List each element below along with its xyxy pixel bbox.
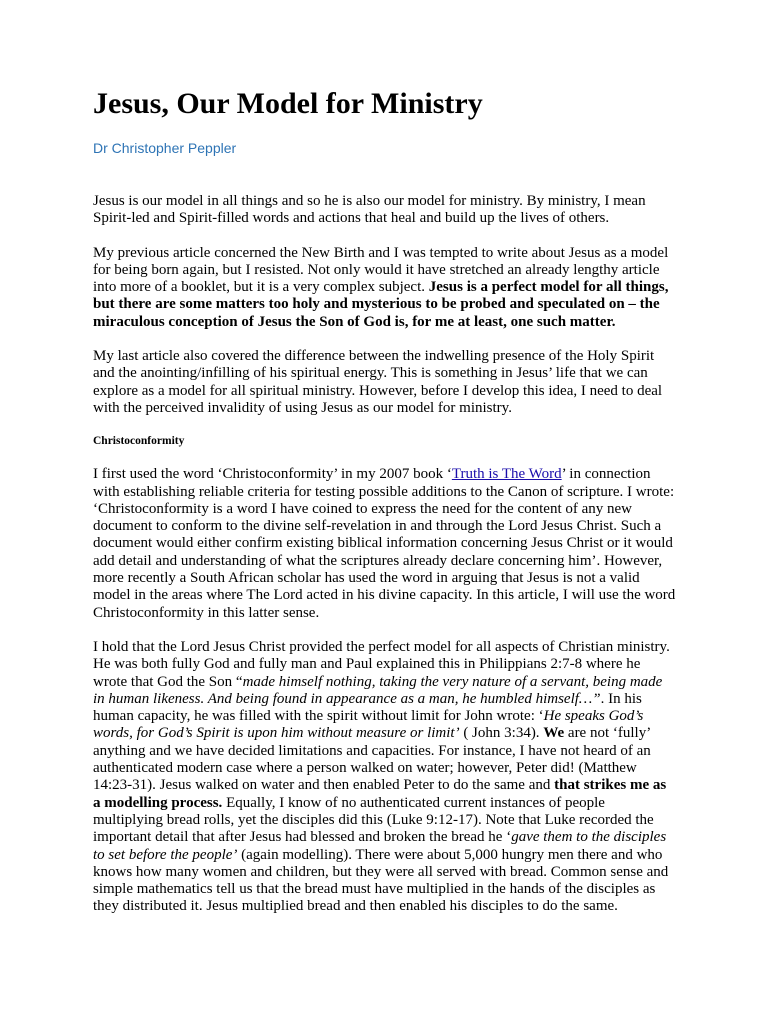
paragraph-text: I hold that the Lord Jesus Christ provided the perfect model for all aspects of Christian ministry. He was both fully God and fully man and Paul explained this in Philippians 2:7-8 where he wrote that God the Son “ xyxy=(93,638,670,690)
paragraph-text: Equally, I know of no authenticated current instances of people multiplying bread rolls, yet the disciples did this (Luke 9:12-17). Note that Luke recorded the important detail that after Jesus had blessed and broken the bread he ‘ xyxy=(93,794,654,846)
page-title: Jesus, Our Model for Ministry xyxy=(93,87,483,120)
bold-text: that strikes me as a modelling process. xyxy=(93,777,667,811)
paragraph-text: (again modelling). There were about 5,000 hungry men there and who knows how many women and children, but they were all served with bread. Common sense and simple mathematics tell us that the bread must have multiplied in the hands of the disciples as they distributed it. Jesus multiplied bread and then enabled his disciples to do the same. xyxy=(93,846,669,915)
paragraph-text: ’ in connection with establishing reliable criteria for testing possible additions to the Canon of scripture. I wrote: ‘Christoconformity is a word I have coined to express the need for the content of any new document to conform to the divine self-revelation in and through the Lord Jesus Christ. Such a document would either confirm existing biblical information concerning Jesus Christ or it would add detail and understanding of what the scriptures already declare concerning him’. However, more recently a South African scholar has used the word in arguing that Jesus is not a valid model in the areas where The Lord acted in his divine capacity. In this article, I will use the word Christoconformity in this latter sense. xyxy=(93,466,676,621)
scripture-quote: He speaks God’s words, for God’s Spirit is upon him without measure or limit’ xyxy=(93,708,644,742)
scripture-quote: made himself nothing, taking the very nature of a servant, being made in human likeness. And being found in appearance as a man, he humbled himself…” xyxy=(93,673,663,707)
paragraph-text: are not ‘fully’ anything and we have decided limitations and capacities. For instance, I have not heard of an authenticated modern case where a person walked on water; however, Peter did! (Matthew 14:23-31). Jesus walked on water and then enabled Peter to do the same and xyxy=(93,725,651,794)
paragraph-text: My previous article concerned the New Birth and I was tempted to write about Jesus as a model for being born again, but I resisted. Not only would it have stretched an already lengthy article into more of a booklet, but it is a very complex subject. xyxy=(93,244,669,296)
author-name: Dr Christopher Peppler xyxy=(93,140,237,156)
book-link-truth-is-the-word[interactable]: Truth is The Word xyxy=(451,466,562,483)
paragraph-christoconformity xyxy=(93,466,677,622)
bold-text: We xyxy=(543,725,565,742)
article-body xyxy=(93,193,677,933)
paragraph-intro: Jesus is our model in all things and so he is also our model for ministry. By ministry, I mean Spirit-led and Spirit-filled words and actions that heal and build up the lives of others. xyxy=(93,193,646,227)
paragraph-text: I first used the word ‘Christoconformity’ in my 2007 book ‘ xyxy=(93,466,452,483)
bold-statement: Jesus is a perfect model for all things, but there are some matters too holy and mysterious to be probed and speculated on – the miraculous conception of Jesus the Son of God is, for me at least, one such matter. xyxy=(93,279,669,330)
paragraph-anointing: My last article also covered the difference between the indwelling presence of the Holy Spirit and the anointing/infilling of his spiritual energy. This is something in Jesus’ life that we can explore as a model for all spiritual ministry. However, before I develop this idea, I need to deal with the perceived invalidity of using Jesus as our model for ministry. xyxy=(93,348,663,416)
scripture-quote: gave them to the disciples to set before the people’ xyxy=(93,829,667,863)
paragraph-perfect-model xyxy=(93,639,677,916)
paragraph-text: ( John 3:34). xyxy=(459,725,544,742)
section-heading-christoconformity: Christoconformity xyxy=(93,435,185,448)
paragraph-new-birth xyxy=(93,245,677,331)
paragraph-text: . In his human capacity, he was filled with the spirit without limit for John wrote: ‘ xyxy=(93,690,642,725)
